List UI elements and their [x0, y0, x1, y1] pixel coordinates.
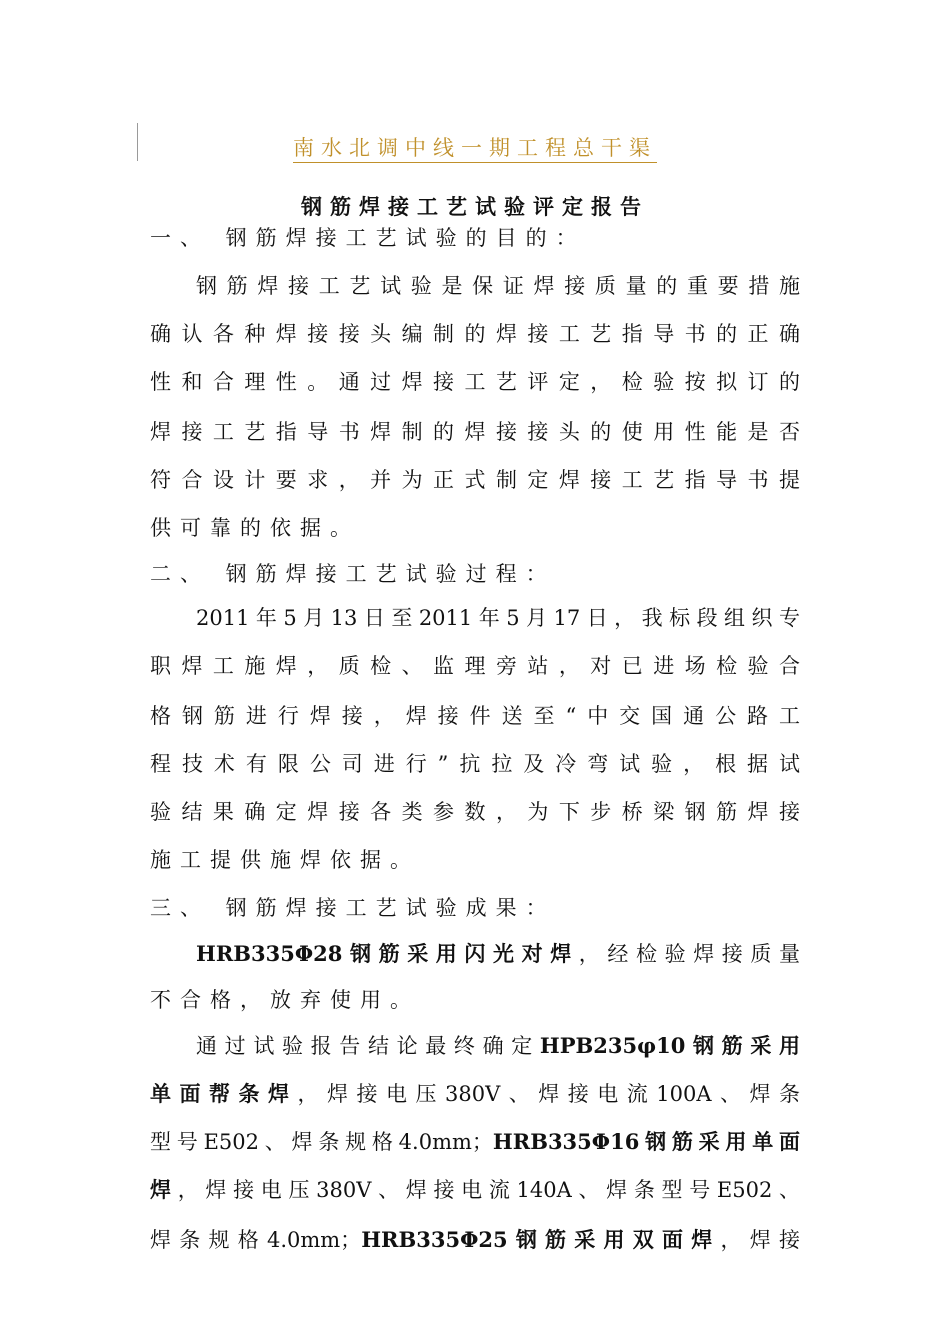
body-line: [150, 320, 800, 348]
header-title-text: 南水北调中线一期工程总干渠: [293, 136, 657, 163]
body-line: [150, 750, 800, 778]
text-segment: ，焊接电压380V、焊接电流140A、焊条型号E502、: [177, 1178, 800, 1202]
body-line: [150, 894, 800, 922]
text-segment: 职焊工施焊，质检、监理旁站，对已进场检验合: [150, 654, 800, 678]
body-line: [150, 1226, 800, 1254]
header-title: [0, 132, 950, 162]
text-segment: ，焊接: [720, 1228, 800, 1252]
body-line: [150, 418, 800, 446]
body-line: [150, 368, 800, 396]
body-line: [150, 702, 800, 730]
text-segment: 供可靠的依据。: [150, 516, 360, 540]
bold-text: 焊: [150, 1177, 178, 1202]
body-line: [150, 560, 800, 588]
text-segment: 施工提供施焊依据。: [150, 848, 420, 872]
text-segment: 一、 钢筋焊接工艺试验的目的：: [150, 226, 586, 250]
body-line: [150, 466, 800, 494]
bold-text: HRB335Φ16钢筋采用单面: [492, 1129, 800, 1154]
body-line: [150, 798, 800, 826]
body-line: [150, 1176, 800, 1204]
text-segment: 验结果确定焊接各类参数，为下步桥梁钢筋焊接: [150, 800, 800, 824]
text-segment: 焊接工艺指导书焊制的焊接接头的使用性能是否: [150, 420, 800, 444]
text-segment: 焊条规格4.0mm；: [150, 1228, 362, 1252]
text-segment: 二、 钢筋焊接工艺试验过程：: [150, 562, 556, 586]
text-segment: 性和合理性。通过焊接工艺评定，检验按拟订的: [150, 370, 800, 394]
text-segment: 型号E502、焊条规格4.0mm；: [150, 1130, 493, 1154]
body-line: [150, 652, 800, 680]
bold-text: 单面帮条焊: [150, 1081, 298, 1106]
body-line: [150, 1128, 800, 1156]
text-segment: 确认各种焊接接头编制的焊接工艺指导书的正确: [150, 322, 800, 346]
bold-text: HRB335Φ25钢筋采用双面焊: [361, 1227, 721, 1252]
text-segment: ，经检验焊接质量: [578, 942, 800, 966]
text-segment: 符合设计要求，并为正式制定焊接工艺指导书提: [150, 468, 800, 492]
bold-text: HRB335Φ28钢筋采用闪光对焊: [196, 941, 579, 966]
body-line: [150, 846, 800, 874]
text-segment: 通过试验报告结论最终确定: [196, 1034, 540, 1058]
body-line: [150, 604, 800, 632]
text-segment: 不合格，放弃使用。: [150, 988, 420, 1012]
text-segment: 格钢筋进行焊接，焊接件送至“中交国通公路工: [150, 704, 800, 728]
body-line: [150, 1032, 800, 1060]
document-title: 钢筋焊接工艺试验评定报告: [301, 195, 649, 219]
body-line: [150, 986, 800, 1014]
text-segment: 2011年5月13日至2011年5月17日，我标段组织专: [196, 606, 800, 630]
body-line: [150, 514, 800, 542]
text-segment: ，焊接电压380V、焊接电流100A、焊条: [297, 1082, 800, 1106]
text-segment: 程技术有限公司进行”抗拉及冷弯试验，根据试: [150, 752, 800, 776]
text-segment: 钢筋焊接工艺试验是保证焊接质量的重要措施: [196, 274, 800, 298]
bold-text: HPB235φ10钢筋采用: [539, 1033, 800, 1058]
body-line: [150, 1080, 800, 1108]
body-line: [150, 224, 800, 252]
body-line: [150, 272, 800, 300]
text-segment: 三、 钢筋焊接工艺试验成果：: [150, 896, 556, 920]
body-line: [150, 940, 800, 968]
